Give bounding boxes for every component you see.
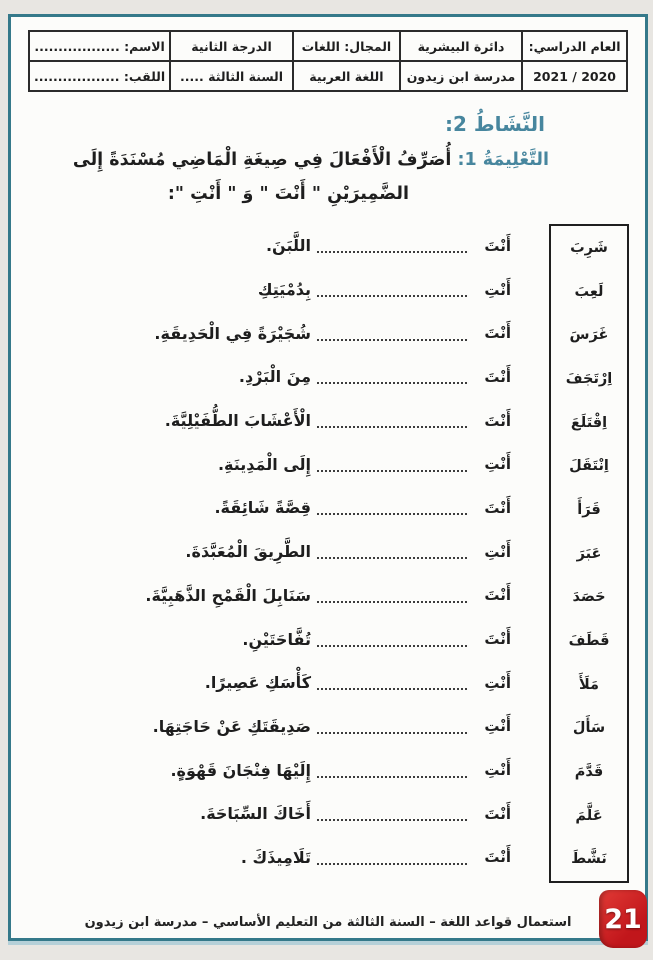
- pronoun-label: أَنْتِ: [484, 673, 511, 692]
- exercise-line: [33, 661, 511, 705]
- district-label: دائرة البيشرية: [400, 31, 522, 61]
- exercise-line: [33, 836, 511, 880]
- subject-label: اللغة العربية: [293, 61, 400, 91]
- exercise-line: [33, 792, 511, 836]
- school-name-label: مدرسة ابن زيدون: [400, 61, 522, 91]
- phrase-label: الْأَعْشَابَ الطُّفَيْلِيَّةَ.: [164, 411, 311, 431]
- verb-item: حَصَدَ: [572, 589, 606, 606]
- verb-item: غَرَسَ: [569, 327, 609, 344]
- answer-blank: [317, 238, 467, 253]
- pronoun-label: أَنْتَ: [484, 804, 511, 823]
- exercise-line: [33, 268, 511, 312]
- answer-blank: [317, 632, 467, 647]
- page-frame: [8, 14, 648, 941]
- exercise-line: [33, 748, 511, 792]
- pronoun-label: أَنْتَ: [484, 367, 511, 386]
- last-name-field: اللقب: ..................: [29, 61, 170, 91]
- phrase-label: تُفَّاحَتَيْنِ.: [242, 629, 311, 649]
- answer-blank: [317, 282, 467, 297]
- verb-item: اِرْتَجَفَ: [565, 370, 613, 387]
- pronoun-label: أَنْتِ: [484, 717, 511, 736]
- verb-item: مَلَأَ: [579, 676, 599, 693]
- phrase-label: سَنَابِلَ الْقَمْحِ الذَّهَبِيَّةَ.: [145, 585, 311, 605]
- phrase-label: مِنَ الْبَرْدِ.: [238, 367, 311, 387]
- exercise-lines: [33, 224, 511, 883]
- conjugation-exercise: [33, 224, 629, 883]
- answer-blank: [317, 326, 467, 341]
- pronoun-label: أَنْتَ: [484, 236, 511, 255]
- phrase-label: إِلَى الْمَدِينَةِ.: [217, 454, 311, 474]
- answer-blank: [317, 763, 467, 778]
- phrase-label: أَخَاكَ السِّبَاحَةَ.: [200, 804, 311, 824]
- phrase-label: شُجَيْرَةً فِي الْحَدِيقَةِ.: [154, 323, 311, 343]
- verb-list-box: [549, 224, 629, 883]
- verb-item: شَرِبَ: [570, 239, 608, 256]
- exercise-line: [33, 355, 511, 399]
- instruction-label: التَّعْلِيمَةُ 1:: [457, 150, 549, 170]
- answer-blank: [317, 413, 467, 428]
- pronoun-label: أَنْتَ: [484, 630, 511, 649]
- activity-title: النَّشَاطُ 2:: [444, 112, 545, 136]
- instruction-paragraph: [31, 146, 549, 208]
- pronoun-label: أَنْتَ: [484, 411, 511, 430]
- verb-item: قَطَفَ: [568, 633, 610, 650]
- answer-blank: [317, 544, 467, 559]
- exercise-line: [33, 311, 511, 355]
- verb-item: عَلَّمَ: [575, 807, 603, 824]
- phrase-label: قِصَّةً شَائِقَةً.: [214, 498, 311, 518]
- footer-caption: استعمال قواعد اللغة – السنة الثالثة من التعليم الأساسي – مدرسة ابن زيدون: [84, 915, 572, 930]
- phrase-label: اللَّبَنَ.: [265, 236, 311, 256]
- pronoun-label: أَنْتَ: [484, 586, 511, 605]
- pronoun-label: أَنْتَ: [484, 848, 511, 867]
- exercise-line: [33, 224, 511, 268]
- phrase-label: تَلَامِيذَكَ .: [240, 847, 311, 867]
- exercise-line: [33, 705, 511, 749]
- pronoun-label: أَنْتِ: [484, 761, 511, 780]
- verb-item: نَشَّطَ: [571, 851, 607, 868]
- first-name-field: الاسم: ..................: [29, 31, 170, 61]
- pronoun-label: أَنْتَ: [484, 324, 511, 343]
- verb-item: لَعِبَ: [574, 283, 604, 300]
- answer-blank: [317, 850, 467, 865]
- verb-item: عَبَرَ: [576, 545, 602, 562]
- exercise-line: [33, 486, 511, 530]
- verb-item: قَرَأَ: [577, 501, 601, 518]
- phrase-label: إِلَيْهَا فِنْجَانَ قَهْوَةٍ.: [170, 760, 311, 780]
- answer-blank: [317, 369, 467, 384]
- phrase-label: كَأْسَكِ عَصِيرًا.: [204, 673, 311, 693]
- exercise-line: [33, 617, 511, 661]
- phrase-label: بِدُمْيَتِكِ: [257, 280, 311, 300]
- school-year-value: 2020 / 2021: [522, 61, 627, 91]
- page-number-badge: 21: [599, 890, 647, 948]
- exercise-line: [33, 442, 511, 486]
- verb-item: اِقْتَلَعَ: [570, 414, 608, 431]
- answer-blank: [317, 588, 467, 603]
- answer-blank: [317, 457, 467, 472]
- verb-item: قَدَّمَ: [574, 764, 604, 781]
- instruction-text-line1: أُصَرِّفُ الْأَفْعَالَ فِي صِيغَةِ الْمَاضِي مُسْنَدَةً إِلَى: [72, 150, 452, 170]
- exercise-line: [33, 399, 511, 443]
- answer-blank: [317, 719, 467, 734]
- field-label: المجال: اللغات: [293, 31, 400, 61]
- instruction-text-line2: الضَّمِيرَيْنِ " أَنْتَ " وَ " أَنْتِ ":: [167, 184, 409, 204]
- phrase-label: الطَّرِيقَ الْمُعَبَّدَةَ.: [185, 542, 311, 562]
- phrase-label: صَدِيقَتَكِ عَنْ حَاجَتِهَا.: [152, 716, 311, 736]
- answer-blank: [317, 500, 467, 515]
- answer-blank: [317, 675, 467, 690]
- answer-blank: [317, 806, 467, 821]
- pronoun-label: أَنْتِ: [484, 455, 511, 474]
- verb-item: اِنْتَقَلَ: [569, 458, 609, 475]
- year-level-label: السنة الثالثة .....: [170, 61, 293, 91]
- pronoun-label: أَنْتَ: [484, 498, 511, 517]
- grade-label: الدرجة الثانية: [170, 31, 293, 61]
- pronoun-label: أَنْتِ: [484, 542, 511, 561]
- pronoun-label: أَنْتِ: [484, 280, 511, 299]
- exercise-line: [33, 574, 511, 618]
- exercise-line: [33, 530, 511, 574]
- header-info-table: [28, 30, 628, 92]
- school-year-label: العام الدراسي:: [522, 31, 627, 61]
- verb-item: سَأَلَ: [572, 720, 606, 737]
